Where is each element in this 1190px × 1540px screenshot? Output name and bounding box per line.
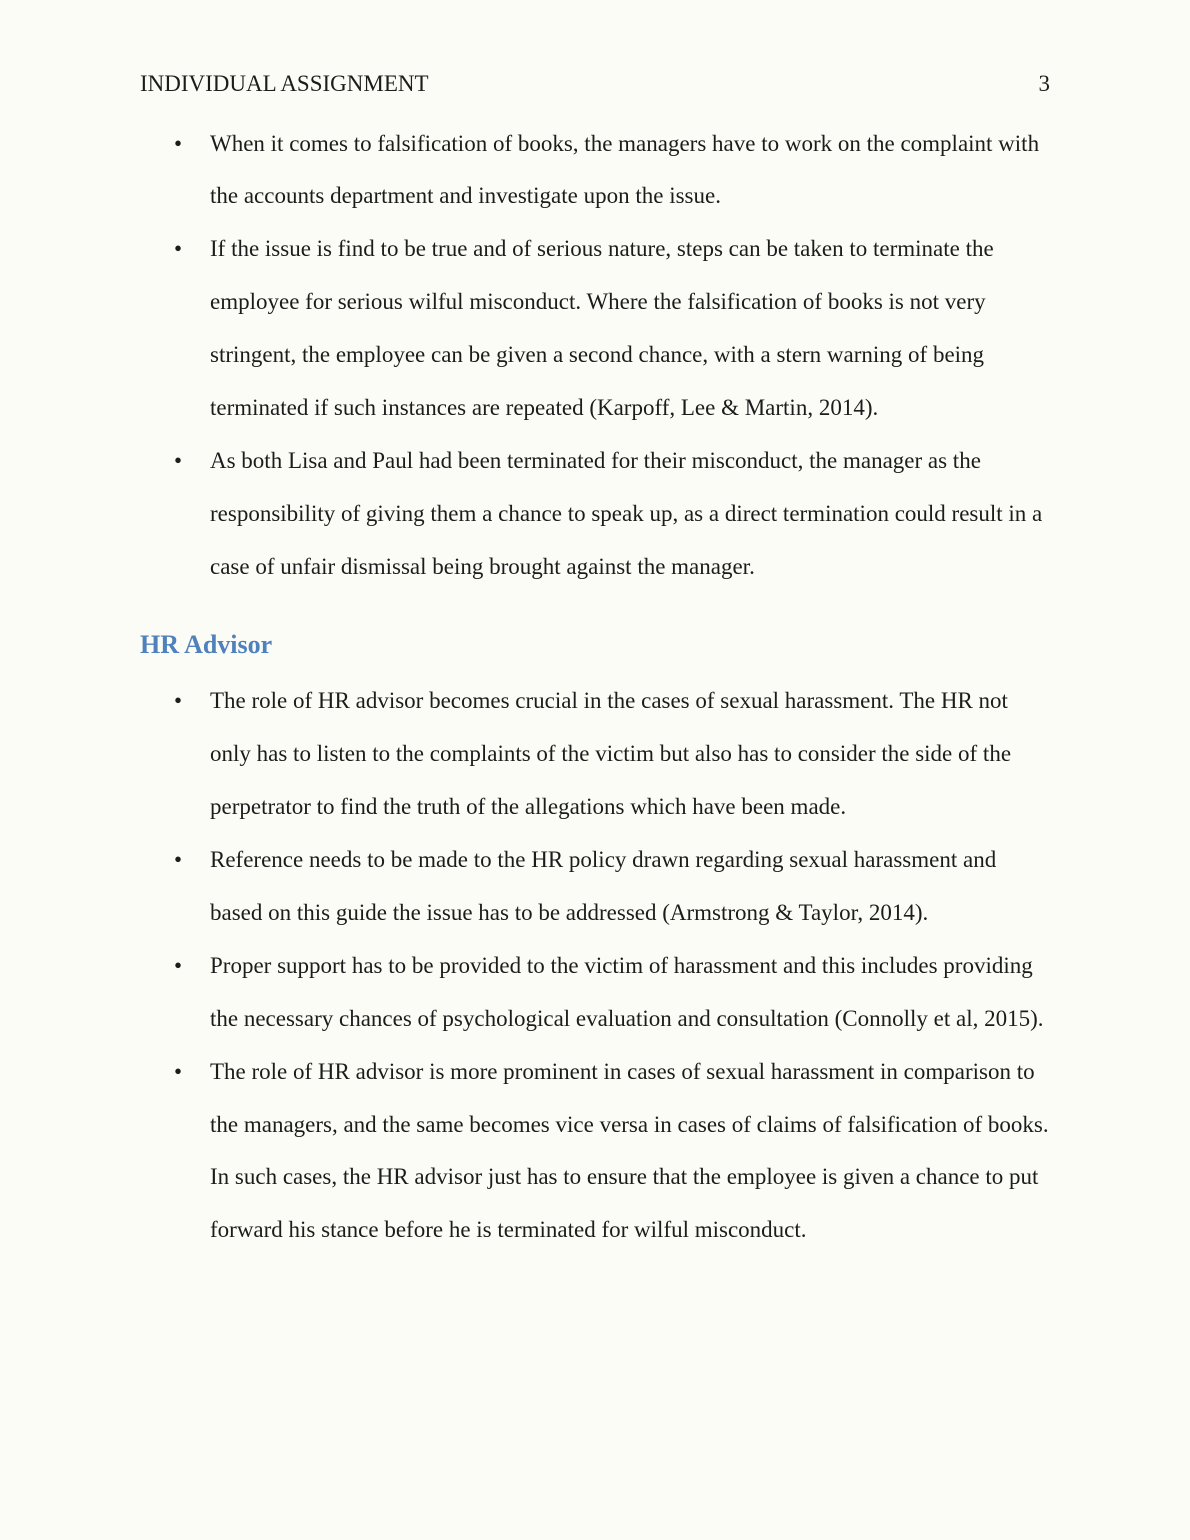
list-item: • As both Lisa and Paul had been terminated for their misconduct, the manager as the responsibility of giving them a chance to speak up, as a direct termination could result in a case of unfair dismissal being brought against the manager.: [140, 435, 1050, 594]
list-item: • The role of HR advisor becomes crucial in the cases of sexual harassment. The HR not only has to listen to the complaints of the victim but also has to consider the side of the perpetrator to find the truth of the allegations which have been made.: [140, 675, 1050, 834]
running-head: INDIVIDUAL ASSIGNMENT: [140, 71, 429, 96]
page-header: [140, 70, 1050, 98]
list-item: • When it comes to falsification of books, the managers have to work on the complaint with the accounts department and investigate upon the issue.: [140, 118, 1050, 224]
section-heading-hr-advisor: HR Advisor: [140, 629, 273, 659]
page-number: 3: [1038, 71, 1050, 96]
hr-advisor-bullet-list: [140, 675, 1050, 1257]
list-item: • The role of HR advisor is more prominent in cases of sexual harassment in comparison to the managers, and the same becomes vice versa in cases of claims of falsification of books. In such cases, the HR advisor just has to ensure that the employee is given a chance to put forward his stance before he is terminated for wilful misconduct.: [140, 1046, 1050, 1258]
list-item: • Reference needs to be made to the HR policy drawn regarding sexual harassment and based on this guide the issue has to be addressed (Armstrong & Taylor, 2014).: [140, 834, 1050, 940]
list-item: • If the issue is find to be true and of serious nature, steps can be taken to terminate the employee for serious wilful misconduct. Where the falsification of books is not very stringent, the employee can be given a second chance, with a stern warning of being terminated if such instances are repeated (Karpoff, Lee & Martin, 2014).: [140, 223, 1050, 435]
list-item: • Proper support has to be provided to the victim of harassment and this includes providing the necessary chances of psychological evaluation and consultation (Connolly et al, 2015).: [140, 940, 1050, 1046]
managers-bullet-list: [140, 118, 1050, 594]
